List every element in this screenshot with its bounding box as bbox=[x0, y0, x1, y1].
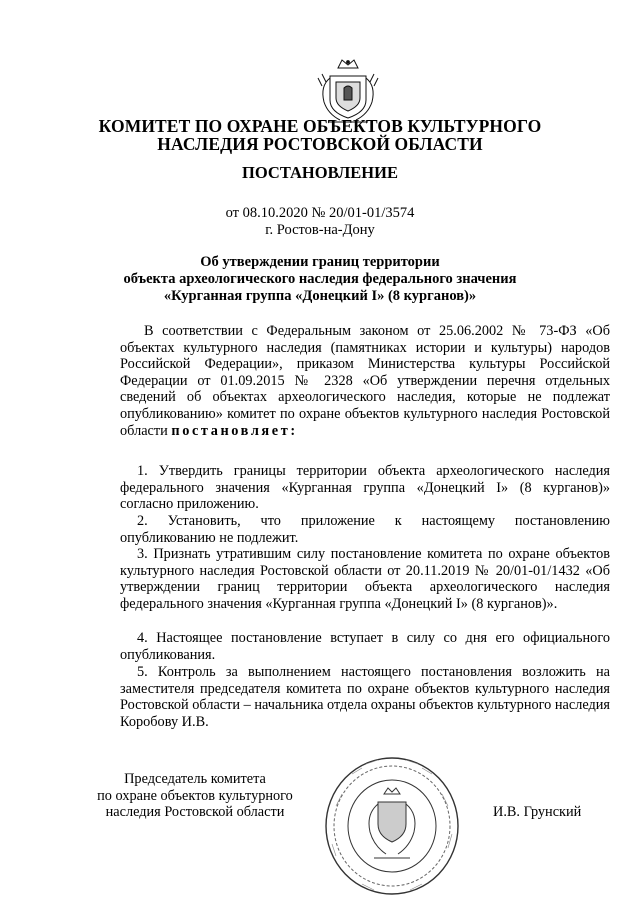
subject-line2: объекта археологического наследия федерального значения bbox=[123, 271, 517, 287]
resolves-word: постановляет: bbox=[171, 422, 298, 439]
committee-name-line2: НАСЛЕДИЯ РОСТОВСКОЙ ОБЛАСТИ bbox=[157, 134, 483, 154]
official-stamp bbox=[322, 754, 462, 899]
signatory-name: И.В. Грунский bbox=[493, 804, 582, 820]
preamble-text: В соответствии с Федеральным законом от 25.06.2002 № 73-ФЗ «Об объектах культурного наследия (памятниках истории и культуры) народов Российской Федерации», приказом Министерства культуры Российской Федерации от 01.09.2015 № 2328 «Об утверждении перечня отдельных сведений об объектах археологического наследия, которые не подлежат опубликованию» комитет по охране объектов культурного наследия Ростовской области bbox=[120, 323, 610, 439]
subject-line3: «Курганная группа «Донецкий I» (8 курганов)» bbox=[163, 288, 477, 304]
signatory-title-line3: наследия Ростовской области bbox=[105, 804, 285, 821]
list-item: 4. Настоящее постановление вступает в силу со дня его официального опубликования. bbox=[120, 630, 610, 663]
document-city: г. Ростов-на-Дону bbox=[265, 222, 375, 238]
subject-line1: Об утверждении границ территории bbox=[200, 254, 440, 270]
preamble-paragraph bbox=[120, 323, 610, 439]
committee-name-line1: КОМИТЕТ ПО ОХРАНЕ ОБЪЕКТОВ КУЛЬТУРНОГО bbox=[98, 116, 542, 136]
signatory-title bbox=[90, 771, 300, 821]
signatory-title-line1: Председатель комитета bbox=[124, 771, 266, 787]
list-item: 2. Установить, что приложение к настоящему постановлению опубликованию не подлежит. bbox=[120, 513, 610, 546]
list-item: 3. Признать утратившим силу постановление комитета по охране объектов культурного наследия Ростовской области от 20.11.2019 № 20/01-01/1432 «Об утверждении границ территории объекта археологического наследия федерального значения «Курганная группа «Донецкий I» (8 курганов)». bbox=[120, 546, 610, 612]
document-type: ПОСТАНОВЛЕНИЕ bbox=[242, 163, 398, 182]
document-date-number: от 08.10.2020 № 20/01-01/3574 bbox=[225, 205, 415, 221]
list-item: 1. Утвердить границы территории объекта археологического наследия федерального значения «Курганная группа «Донецкий I» (8 курганов)» согласно приложению. bbox=[120, 463, 610, 513]
signatory-title-line2: по охране объектов культурного bbox=[97, 787, 293, 804]
list-item: 5. Контроль за выполнением настоящего постановления возложить на заместителя председателя комитета по охране объектов культурного наследия Ростовской области – начальника отдела охраны объектов культурного наследия Коробову И.В. bbox=[120, 664, 610, 730]
